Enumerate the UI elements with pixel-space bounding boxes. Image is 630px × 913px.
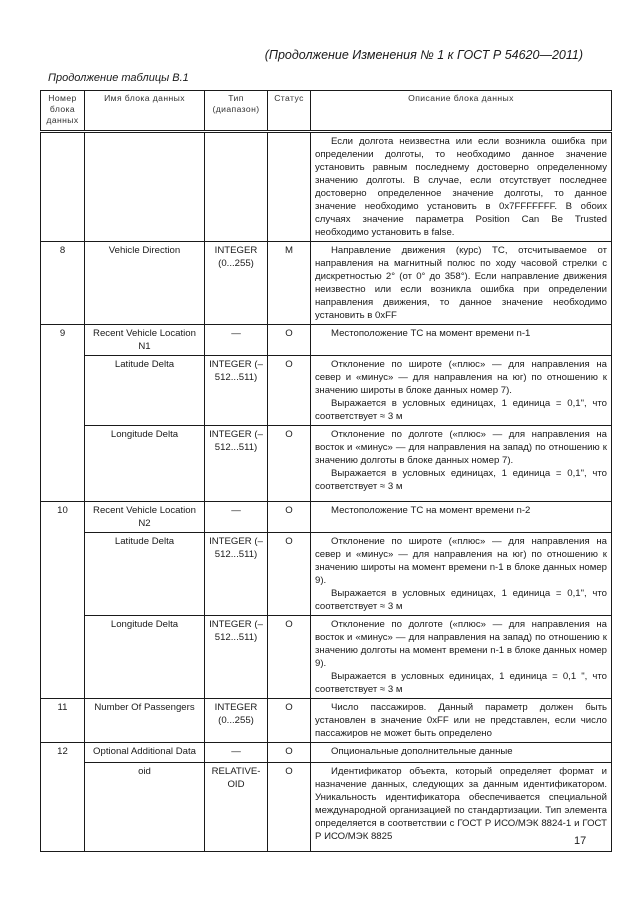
table-header-row bbox=[41, 91, 612, 132]
cell-number: 11 bbox=[41, 699, 85, 743]
running-head: (Продолжение Изменения № 1 к ГОСТ Р 54620—2011) bbox=[264, 48, 583, 62]
cell-description: Если долгота неизвестна или если возникла ошибка при определении долготы, то необходимо данное значение установить равным последнему достоверно определенному значению долготы. В случае, если отсутствует последнее достоверно определенное значение долготы, то данное значение необходимо установить в 0x7FFFFFFF. В обоих случаях значение параметра Position Can Be Trusted необходимо установить в false. bbox=[311, 132, 612, 242]
table-row bbox=[41, 616, 612, 699]
table-row bbox=[41, 763, 612, 852]
cell-type: INTEGER (–512...511) bbox=[205, 356, 268, 426]
cell-status bbox=[268, 132, 311, 242]
cell-type: INTEGER (0...255) bbox=[205, 699, 268, 743]
cell-status: O bbox=[268, 533, 311, 616]
cell-type: INTEGER (–512...511) bbox=[205, 426, 268, 502]
cell-description: Число пассажиров. Данный параметр должен быть установлен в значение 0xFF или не представлен, если число пассажиров не может быть определено bbox=[311, 699, 612, 743]
cell-name: Longitude Delta bbox=[85, 616, 205, 699]
cell-name: Optional Additional Data bbox=[85, 743, 205, 763]
cell-status: O bbox=[268, 426, 311, 502]
cell-status: O bbox=[268, 743, 311, 763]
cell-number: 12 bbox=[41, 743, 85, 763]
cell-name bbox=[85, 132, 205, 242]
cell-description: Направление движения (курс) ТС, отсчитываемое от направления на магнитный полюс по ходу часовой стрелки с дискретностью 2° (от 0° до 358°). Если направление движения неизвестно или если возникла ошибка при определении направления движения, то данное значение необходимо установить в 0xFF bbox=[311, 242, 612, 325]
cell-type: — bbox=[205, 325, 268, 356]
table-row bbox=[41, 533, 612, 616]
cell-status: O bbox=[268, 699, 311, 743]
cell-name: Recent Vehicle Location N2 bbox=[85, 502, 205, 533]
cell-type: — bbox=[205, 502, 268, 533]
cell-number bbox=[41, 616, 85, 699]
cell-type bbox=[205, 132, 268, 242]
table-row bbox=[41, 699, 612, 743]
cell-description: Опциональные дополнительные данные bbox=[311, 743, 612, 763]
table-row bbox=[41, 132, 612, 242]
cell-status: O bbox=[268, 616, 311, 699]
header-name: Имя блока данных bbox=[85, 91, 205, 132]
page-number: 17 bbox=[574, 835, 587, 847]
table-row bbox=[41, 325, 612, 356]
cell-number bbox=[41, 533, 85, 616]
cell-description: Отклонение по широте («плюс» — для направления на север и «минус» — для направления на юг) по отношению к значению широты на момент времени n-1 в блоке данных номер 9). Выражается в условных единицах, 1 единица = 0,1", что соответствует ≈ 3 м bbox=[311, 533, 612, 616]
cell-name: Vehicle Direction bbox=[85, 242, 205, 325]
header-description: Описание блока данных bbox=[311, 91, 612, 132]
cell-status: M bbox=[268, 242, 311, 325]
data-blocks-table bbox=[40, 90, 612, 852]
table-row bbox=[41, 502, 612, 533]
cell-number: 8 bbox=[41, 242, 85, 325]
header-number: Номер блока данных bbox=[41, 91, 85, 132]
cell-number bbox=[41, 763, 85, 852]
cell-name: Latitude Delta bbox=[85, 533, 205, 616]
cell-type: INTEGER (–512...511) bbox=[205, 616, 268, 699]
cell-number bbox=[41, 426, 85, 502]
cell-number: 10 bbox=[41, 502, 85, 533]
header-status: Статус bbox=[268, 91, 311, 132]
cell-description: Местоположение ТС на момент времени n-2 bbox=[311, 502, 612, 533]
cell-name: Latitude Delta bbox=[85, 356, 205, 426]
cell-number bbox=[41, 132, 85, 242]
cell-description: Идентификатор объекта, который определяет формат и назначение данных, следующих за данным идентификатором. Уникальность идентификатора обеспечивается специальной международной организацией по стандартизации. Тип элемента определяется в соответствии с ГОСТ Р ИСО/МЭК 8824-1 и ГОСТ Р ИСО/МЭК 8825 bbox=[311, 763, 612, 852]
cell-name: oid bbox=[85, 763, 205, 852]
cell-type: RELATIVE-OID bbox=[205, 763, 268, 852]
cell-status: O bbox=[268, 763, 311, 852]
table-row bbox=[41, 242, 612, 325]
cell-description: Отклонение по долготе («плюс» — для направления на восток и «минус» — для направления на запад) по отношению к значению долготы на момент времени n-1 в блоке данных номер 9). Выражается в условных единицах, 1 единица = 0,1 ", что соответствует ≈ 3 м bbox=[311, 616, 612, 699]
cell-status: O bbox=[268, 502, 311, 533]
cell-number: 9 bbox=[41, 325, 85, 356]
cell-name: Number Of Passengers bbox=[85, 699, 205, 743]
cell-type: INTEGER (0...255) bbox=[205, 242, 268, 325]
cell-type: INTEGER (–512...511) bbox=[205, 533, 268, 616]
table-row bbox=[41, 426, 612, 502]
cell-status: O bbox=[268, 356, 311, 426]
cell-description: Отклонение по широте («плюс» — для направления на север и «минус» — для направления на юг) по отношению к значению широты в блоке данных номер 7). Выражается в условных единицах, 1 единица = 0,1", что соответствует ≈ 3 м bbox=[311, 356, 612, 426]
cell-description: Местоположение ТС на момент времени n-1 bbox=[311, 325, 612, 356]
table-row bbox=[41, 743, 612, 763]
header-type: Тип (диапазон) bbox=[205, 91, 268, 132]
cell-status: O bbox=[268, 325, 311, 356]
cell-number bbox=[41, 356, 85, 426]
cell-name: Longitude Delta bbox=[85, 426, 205, 502]
cell-description: Отклонение по долготе («плюс» — для направления на восток и «минус» — для направления на запад) по отношению к значению долготы в блоке данных номер 7). Выражается в условных единицах, 1 единица = 0,1", что соответствует ≈ 3 м bbox=[311, 426, 612, 502]
cell-type: — bbox=[205, 743, 268, 763]
table-row bbox=[41, 356, 612, 426]
cell-name: Recent Vehicle Location N1 bbox=[85, 325, 205, 356]
table-caption: Продолжение таблицы В.1 bbox=[48, 72, 189, 84]
